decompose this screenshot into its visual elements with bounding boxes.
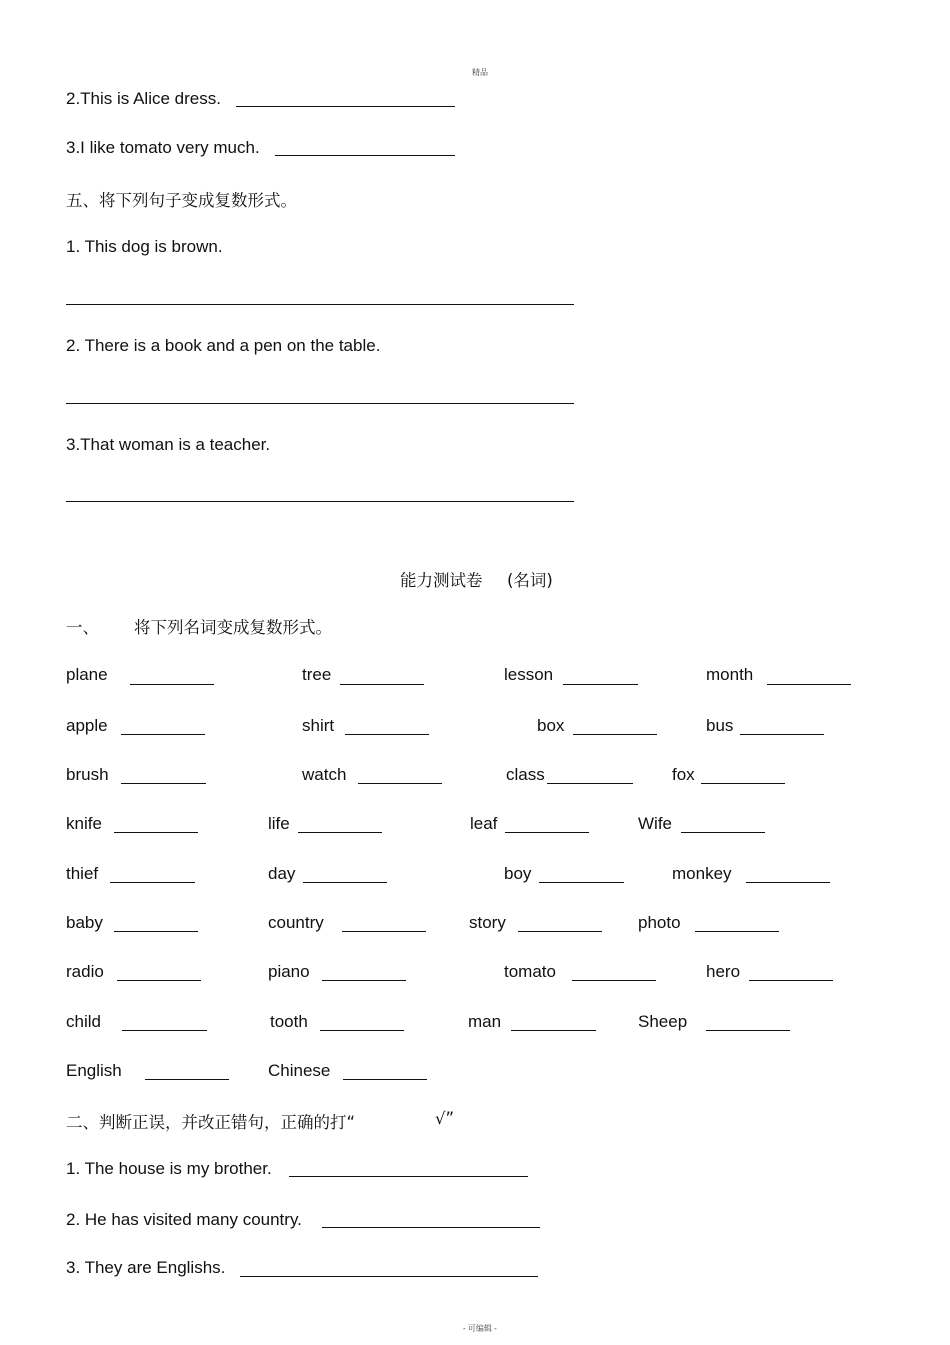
word-label: life (268, 814, 290, 833)
word-label: knife (66, 814, 102, 833)
word-blank[interactable] (706, 1030, 790, 1031)
answer-line[interactable] (66, 403, 574, 404)
word-blank[interactable] (539, 882, 624, 883)
word-blank[interactable] (303, 882, 387, 883)
word-blank[interactable] (114, 931, 198, 932)
header-mark: 精品 (472, 68, 488, 77)
word-blank[interactable] (130, 684, 214, 685)
section5-item-2: 2. There is a book and a pen on the table. (66, 336, 381, 355)
word-label: tomato (504, 962, 556, 981)
word-blank[interactable] (121, 783, 206, 784)
word-blank[interactable] (145, 1079, 229, 1080)
word-label: child (66, 1012, 101, 1031)
prev-item-3: 3.I like tomato very much. (66, 138, 260, 157)
word-label: plane (66, 665, 108, 684)
word-label: fox (672, 765, 695, 784)
word-label: thief (66, 864, 99, 883)
word-label: baby (66, 913, 103, 932)
answer-line[interactable] (66, 304, 574, 305)
part2-item-2: 2. He has visited many country. (66, 1210, 302, 1229)
word-blank[interactable] (121, 734, 205, 735)
test-subtitle: (名词) (507, 571, 553, 590)
word-label: boy (504, 864, 532, 883)
word-blank[interactable] (681, 832, 765, 833)
section5-item-3: 3.That woman is a teacher. (66, 435, 271, 454)
word-blank[interactable] (358, 783, 442, 784)
check-mark: √” (435, 1109, 455, 1128)
word-blank[interactable] (511, 1030, 596, 1031)
prev-item-2: 2.This is Alice dress. (66, 89, 221, 108)
part2-heading: 二、判断正误，并改正错句，正确的打“ (66, 1113, 356, 1132)
word-label: country (268, 913, 324, 932)
answer-line[interactable] (66, 501, 574, 502)
test-title: 能力测试卷 (400, 571, 483, 590)
word-label: monkey (672, 864, 732, 883)
word-label: English (66, 1061, 122, 1080)
word-blank[interactable] (505, 832, 589, 833)
word-label: lesson (504, 665, 554, 684)
section5-heading: 五、将下列句子变成复数形式。 (66, 191, 297, 210)
section5-item-1: 1. This dog is brown. (66, 237, 223, 256)
word-label: box (537, 716, 565, 735)
word-blank[interactable] (343, 1079, 427, 1080)
answer-blank[interactable] (289, 1176, 528, 1177)
answer-blank[interactable] (236, 106, 455, 107)
word-label: tooth (270, 1012, 308, 1031)
word-blank[interactable] (573, 734, 657, 735)
word-blank[interactable] (110, 882, 195, 883)
part2-item-3: 3. They are Englishs. (66, 1258, 226, 1277)
word-label: leaf (470, 814, 498, 833)
word-blank[interactable] (320, 1030, 404, 1031)
word-blank[interactable] (322, 980, 406, 981)
word-blank[interactable] (701, 783, 785, 784)
word-blank[interactable] (117, 980, 201, 981)
word-blank[interactable] (345, 734, 429, 735)
answer-blank[interactable] (322, 1227, 540, 1228)
word-blank[interactable] (518, 931, 602, 932)
part2-item-1: 1. The house is my brother. (66, 1159, 272, 1178)
word-label: shirt (302, 716, 335, 735)
word-label: hero (706, 962, 741, 981)
word-label: piano (268, 962, 310, 981)
word-label: class (506, 765, 545, 784)
word-blank[interactable] (340, 684, 424, 685)
word-blank[interactable] (547, 783, 633, 784)
part1-number: 一、 (66, 618, 99, 637)
word-blank[interactable] (695, 931, 779, 932)
word-blank[interactable] (740, 734, 824, 735)
word-blank[interactable] (749, 980, 833, 981)
word-blank[interactable] (342, 931, 426, 932)
word-blank[interactable] (746, 882, 830, 883)
word-label: photo (638, 913, 681, 932)
word-label: month (706, 665, 754, 684)
word-blank[interactable] (572, 980, 656, 981)
answer-blank[interactable] (240, 1276, 538, 1277)
word-label: Chinese (268, 1061, 331, 1080)
word-label: apple (66, 716, 108, 735)
answer-blank[interactable] (275, 155, 455, 156)
word-label: Sheep (638, 1012, 688, 1031)
word-label: bus (706, 716, 734, 735)
word-label: tree (302, 665, 332, 684)
word-label: Wife (638, 814, 672, 833)
word-blank[interactable] (122, 1030, 207, 1031)
word-label: day (268, 864, 296, 883)
word-label: man (468, 1012, 502, 1031)
word-blank[interactable] (767, 684, 851, 685)
word-label: radio (66, 962, 104, 981)
footer-mark: - 可编辑 - (463, 1324, 497, 1333)
part1-heading: 将下列名词变成复数形式。 (134, 618, 332, 637)
word-blank[interactable] (298, 832, 382, 833)
word-label: story (469, 913, 506, 932)
word-blank[interactable] (114, 832, 198, 833)
word-label: brush (66, 765, 109, 784)
word-blank[interactable] (563, 684, 638, 685)
word-label: watch (302, 765, 347, 784)
